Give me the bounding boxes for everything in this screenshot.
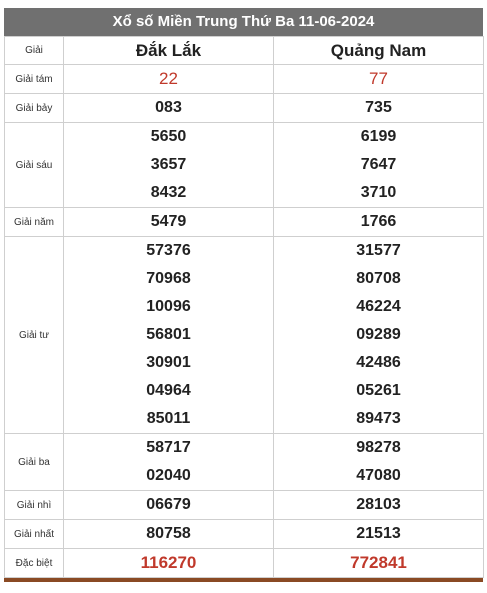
result-number: 80708: [356, 270, 401, 287]
lottery-results-panel: [4, 8, 483, 582]
result-number: 89473: [356, 410, 401, 427]
dak-lak-results-cell: [64, 434, 274, 491]
result-number: 10096: [146, 298, 191, 315]
quang-nam-results-cell: [274, 549, 484, 578]
prize-label: Giải tám: [5, 65, 64, 94]
result-number: 21513: [356, 525, 401, 542]
result-number: 57376: [146, 242, 191, 259]
prize-label: Giải ba: [5, 434, 64, 491]
prize-label: Giải bảy: [5, 94, 64, 123]
header-row: [5, 37, 484, 65]
province-header-dak-lak: Đắk Lắk: [64, 37, 274, 65]
bottom-divider: [4, 578, 483, 582]
result-number: 22: [159, 69, 178, 88]
prize-row: [5, 94, 484, 123]
prize-row: [5, 520, 484, 549]
prize-label: Giải nhất: [5, 520, 64, 549]
dak-lak-results-cell: [64, 123, 274, 208]
result-number: 47080: [356, 467, 401, 484]
quang-nam-results-cell: [274, 434, 484, 491]
result-number: 3657: [150, 156, 187, 173]
result-number: 8432: [150, 184, 187, 201]
result-number: 04964: [146, 382, 191, 399]
results-title: Xổ số Miền Trung Thứ Ba 11-06-2024: [4, 8, 483, 36]
result-number: 3710: [360, 184, 397, 201]
dak-lak-results-cell: [64, 208, 274, 237]
result-number: 70968: [146, 270, 191, 287]
prize-row: [5, 434, 484, 491]
prize-row: [5, 549, 484, 578]
prize-table-body: [5, 65, 484, 578]
result-number: 77: [369, 69, 388, 88]
result-number: 772841: [350, 553, 407, 572]
result-number: 09289: [356, 326, 401, 343]
result-number: 46224: [356, 298, 401, 315]
result-number: 1766: [360, 213, 397, 230]
result-number: 28103: [356, 496, 401, 513]
prize-row: [5, 65, 484, 94]
result-number: 5479: [150, 213, 187, 230]
result-number: 80758: [146, 525, 191, 542]
prize-row: [5, 237, 484, 434]
prize-label: Giải năm: [5, 208, 64, 237]
result-number: 116270: [140, 553, 197, 572]
result-number: 6199: [360, 128, 397, 145]
quang-nam-results-cell: [274, 94, 484, 123]
results-table: [4, 36, 484, 578]
result-number: 02040: [146, 467, 191, 484]
quang-nam-results-cell: [274, 65, 484, 94]
result-number: 5650: [150, 128, 187, 145]
result-number: 98278: [356, 439, 401, 456]
quang-nam-results-cell: [274, 123, 484, 208]
result-number: 735: [365, 99, 392, 116]
result-number: 56801: [146, 326, 191, 343]
result-number: 85011: [146, 410, 191, 427]
quang-nam-results-cell: [274, 237, 484, 434]
quang-nam-results-cell: [274, 520, 484, 549]
dak-lak-results-cell: [64, 94, 274, 123]
dak-lak-results-cell: [64, 549, 274, 578]
prize-row: [5, 491, 484, 520]
prize-row: [5, 123, 484, 208]
result-number: 083: [155, 99, 182, 116]
result-number: 42486: [356, 354, 401, 371]
result-number: 30901: [146, 354, 191, 371]
result-number: 7647: [360, 156, 397, 173]
province-header-quang-nam: Quảng Nam: [274, 37, 484, 65]
result-number: 58717: [146, 439, 191, 456]
prize-label: Giải nhì: [5, 491, 64, 520]
prize-label: Giải tư: [5, 237, 64, 434]
dak-lak-results-cell: [64, 520, 274, 549]
dak-lak-results-cell: [64, 65, 274, 94]
result-number: 06679: [146, 496, 191, 513]
prize-label: Giải sáu: [5, 123, 64, 208]
quang-nam-results-cell: [274, 491, 484, 520]
prize-row: [5, 208, 484, 237]
dak-lak-results-cell: [64, 237, 274, 434]
result-number: 05261: [356, 382, 401, 399]
prize-label: Đặc biệt: [5, 549, 64, 578]
dak-lak-results-cell: [64, 491, 274, 520]
prize-column-header: Giải: [5, 37, 64, 65]
quang-nam-results-cell: [274, 208, 484, 237]
result-number: 31577: [356, 242, 401, 259]
